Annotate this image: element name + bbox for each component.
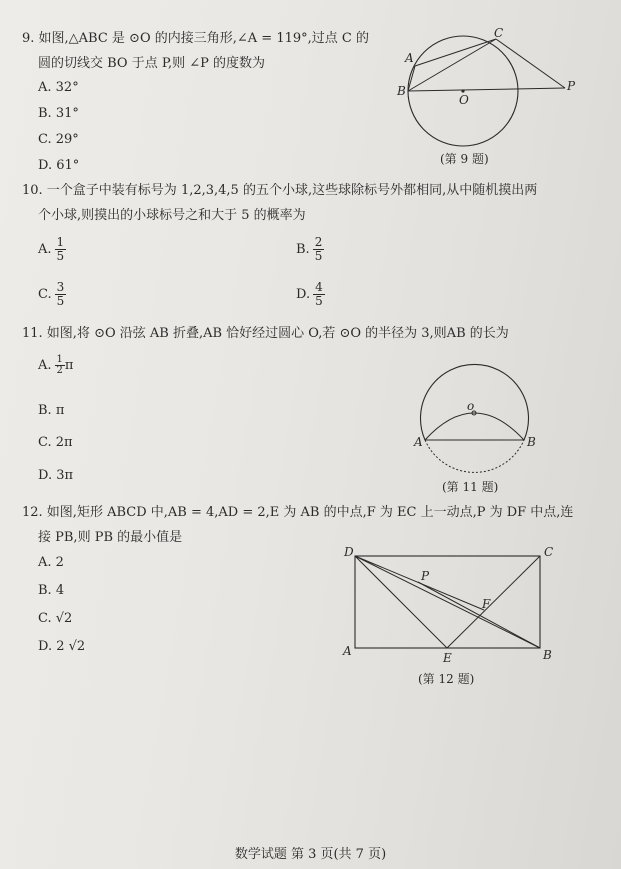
q10-stem-line1: 10. 一个盒子中装有标号为 1,2,3,4,5 的五个小球,这些球除标号外都相同,从中随机摸出两 [22,183,538,198]
q9-stem-line2: 圆的切线交 BO 于点 P,则 ∠P 的度数为 [38,56,265,71]
q12-option-a: A. 2 [38,555,64,570]
q11-label-o: o [467,399,475,413]
q12-label-p: P [421,569,430,583]
q12-stem-line1: 12. 如图,矩形 ABCD 中,AB = 4,AD = 2,E 为 AB 的中点,F 为 EC 上一动点,P 为 DF 中点,连 [22,505,574,520]
q12-option-b: B. 4 [38,583,65,598]
q12-option-c: C. √2 [38,611,73,626]
page-footer: 数学试题 第 3 页(共 7 页) [234,847,387,862]
q11-option-d: D. 3π [38,468,74,483]
q11-label-b: B [527,435,536,449]
q12-option-d: D. 2 √2 [38,639,86,654]
q12-label-c: C [544,545,554,559]
q9-option-b: B. 31° [38,106,79,121]
q11-label-a: A [414,435,423,449]
q11-caption: (第 11 题) [442,480,499,494]
q9-label-c: C [494,26,504,40]
q11-stem-line1: 11. 如图,将 ⊙O 沿弦 AB 折叠,AB 恰好经过圆心 O,若 ⊙O 的半径为 3,则AB 的长为 [22,326,509,341]
q12-label-a: A [343,644,352,658]
q10-option-c: C. $\frac{3}{5}$ [38,280,65,308]
q12-label-e: E [443,651,452,665]
q11-option-c: C. 2π [38,435,73,450]
q9-option-a: A. 32° [38,80,79,95]
q10-stem-line2: 个小球,则摸出的小球标号之和大于 5 的概率为 [38,208,306,223]
q9-option-d: D. 61° [38,158,80,173]
q12-label-f: F [482,597,491,611]
q12-label-d: D [344,545,354,559]
q12-label-b: B [543,648,552,662]
q9-stem-line1: 9. 如图,△ABC 是 ⊙O 的内接三角形,∠A = 119°,过点 C 的 [22,31,369,46]
q9-label-p: P [567,79,576,93]
q11-option-b: B. π [38,403,65,418]
q9-caption: (第 9 题) [440,152,489,166]
q12-caption: (第 12 题) [418,672,475,686]
q11-option-a: A. $\frac{1}{2}$ π [38,354,74,376]
q9-label-b: B [397,84,406,98]
q9-label-o: O [459,93,469,107]
q10-option-b: B. $\frac{2}{5}$ [296,235,323,263]
q9-label-a: A [405,51,414,65]
q10-option-d: D. $\frac{4}{5}$ [296,280,323,308]
q12-stem-line2: 接 PB,则 PB 的最小值是 [38,530,183,545]
q9-option-c: C. 29° [38,132,79,147]
q10-option-a: A. $\frac{1}{5}$ [38,235,65,263]
